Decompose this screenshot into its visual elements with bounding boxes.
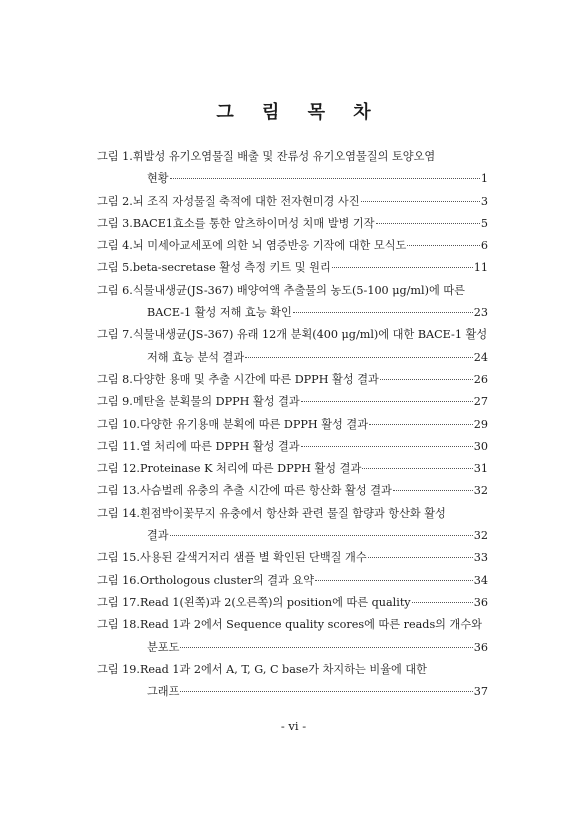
toc-entry-line: [97, 480, 488, 502]
toc-entry[interactable]: [97, 659, 488, 704]
dot-leader: [301, 401, 473, 402]
dot-leader: [332, 267, 473, 268]
figure-label: 그림 18.: [97, 618, 140, 632]
toc-entry-continuation: [97, 302, 488, 324]
toc-entry-line: [97, 570, 488, 592]
toc-entry-continuation: [97, 347, 488, 369]
figure-label: 그림 15.: [97, 551, 140, 565]
figure-caption: 식물내생균(JS-367) 유래 12개 분획(400 μg/ml)에 대한 BACE-1 활성: [132, 328, 488, 342]
toc-entry[interactable]: [97, 570, 488, 592]
figure-caption: 사슴벌레 유충의 추출 시간에 따른 항산화 활성 결과: [139, 484, 392, 498]
page-number: 5: [480, 216, 488, 230]
toc-entry-line: [97, 280, 488, 302]
figure-label: 그림 9.: [97, 395, 133, 409]
page-number: 23: [473, 306, 488, 320]
figure-caption: 뇌 조직 자성물질 축적에 대한 전자현미경 사진: [132, 194, 360, 208]
toc-entry-continuation: [97, 637, 488, 659]
page-number: 36: [473, 640, 488, 654]
toc-entry[interactable]: [97, 614, 488, 659]
page-number: 11: [473, 261, 488, 275]
dot-leader: [180, 647, 472, 648]
figure-label: 그림 2.: [97, 194, 133, 208]
page-number: 36: [473, 595, 488, 609]
dot-leader: [362, 468, 472, 469]
toc-entry[interactable]: [97, 280, 488, 325]
figure-label: 그림 19.: [97, 662, 140, 676]
toc-entry-line: [97, 592, 488, 614]
figure-caption: 분포도: [147, 640, 180, 654]
toc-entry[interactable]: [97, 391, 488, 413]
toc-entry-line: [97, 503, 488, 525]
toc-entry-continuation: [97, 168, 488, 190]
figure-label: 그림 17.: [97, 595, 140, 609]
page-number: 32: [473, 529, 488, 543]
figure-caption: 열 처리에 따른 DPPH 활성 결과: [139, 439, 300, 453]
figure-label: 그림 7.: [97, 328, 133, 342]
toc-entry[interactable]: [97, 191, 488, 213]
figure-caption: Read 1과 2에서 Sequence quality scores에 따른 reads의 개수와: [139, 618, 482, 632]
dot-leader: [361, 201, 480, 202]
dot-leader: [369, 424, 473, 425]
dot-leader: [170, 535, 473, 536]
toc-entry[interactable]: [97, 503, 488, 548]
page-number: 3: [480, 194, 488, 208]
figure-caption: Orthologous cluster의 결과 요약: [139, 573, 315, 587]
figure-label: 그림 13.: [97, 484, 140, 498]
toc-entry[interactable]: [97, 592, 488, 614]
toc-entry-line: [97, 369, 488, 391]
toc-entry-line: [97, 414, 488, 436]
figure-caption: 사용된 갈색거저리 샘플 별 확인된 단백질 개수: [139, 551, 367, 565]
toc-entry-line: [97, 213, 488, 235]
dot-leader: [412, 602, 473, 603]
page-number: 31: [473, 462, 488, 476]
toc-entry[interactable]: [97, 436, 488, 458]
toc-entry-line: [97, 659, 488, 681]
page-number: 27: [473, 395, 488, 409]
figure-caption: 그래프: [147, 685, 180, 699]
page-number: 33: [473, 551, 488, 565]
toc-entry[interactable]: [97, 414, 488, 436]
figure-table-of-contents: [97, 146, 488, 703]
figure-label: 그림 10.: [97, 417, 140, 431]
page-number: 26: [473, 372, 488, 386]
toc-entry-line: [97, 324, 488, 346]
figure-caption: 흰점박이꽃무지 유충에서 항산화 관련 물질 함량과 항산화 활성: [139, 506, 446, 520]
figure-caption: BACE-1 활성 저해 효능 확인: [147, 306, 292, 320]
figure-caption: 다양한 유기용매 분획에 따른 DPPH 활성 결과: [139, 417, 369, 431]
figure-caption: Read 1(왼쪽)과 2(오른쪽)의 position에 따른 quality: [139, 595, 411, 609]
figure-caption: 휘발성 유기오염물질 배출 및 잔류성 유기오염물질의 토양오염: [132, 150, 436, 163]
dot-leader: [293, 312, 473, 313]
toc-entry[interactable]: [97, 146, 488, 191]
figure-label: 그림 8.: [97, 372, 133, 386]
dot-leader: [376, 223, 480, 224]
toc-entry-line: [97, 257, 488, 279]
figure-label: 그림 3.: [97, 216, 133, 230]
figure-label: 그림 11.: [97, 439, 140, 453]
toc-entry-continuation: [97, 525, 488, 547]
toc-entry[interactable]: [97, 480, 488, 502]
page-number-footer: - vi -: [280, 719, 307, 733]
dot-leader: [180, 691, 472, 692]
figure-caption: Read 1과 2에서 A, T, G, C base가 차지하는 비율에 대한: [139, 662, 427, 676]
figure-label: 그림 1.: [97, 150, 133, 163]
page-title: 그 림 목 차: [216, 102, 382, 123]
figure-caption: Proteinase K 처리에 따른 DPPH 활성 결과: [139, 462, 362, 476]
toc-entry-line: [97, 458, 488, 480]
figure-caption: 결과: [147, 529, 169, 543]
page-number: 1: [480, 172, 488, 186]
toc-entry[interactable]: [97, 324, 488, 369]
toc-entry-line: [97, 614, 488, 636]
figure-label: 그림 16.: [97, 573, 140, 587]
toc-entry[interactable]: [97, 547, 488, 569]
page-number: 32: [473, 484, 488, 498]
figure-label: 그림 14.: [97, 506, 140, 520]
toc-entry[interactable]: [97, 458, 488, 480]
dot-leader: [380, 379, 473, 380]
toc-entry-line: [97, 146, 488, 168]
toc-entry[interactable]: [97, 369, 488, 391]
figure-caption: beta-secretase 활성 측정 키트 및 원리: [132, 261, 331, 275]
dot-leader: [393, 490, 473, 491]
figure-label: 그림 12.: [97, 462, 140, 476]
toc-entry[interactable]: [97, 213, 488, 235]
dot-leader: [315, 580, 473, 581]
figure-label: 그림 6.: [97, 283, 133, 297]
figure-label: 그림 4.: [97, 239, 133, 253]
figure-caption: 저해 효능 분석 결과: [147, 350, 245, 364]
toc-entry[interactable]: [97, 235, 488, 257]
toc-entry-line: [97, 436, 488, 458]
dot-leader: [301, 446, 473, 447]
dot-leader: [170, 178, 480, 179]
figure-caption: 메탄올 분획물의 DPPH 활성 결과: [132, 395, 300, 409]
dot-leader: [368, 557, 473, 558]
figure-label: 그림 5.: [97, 261, 133, 275]
page-number: 30: [473, 439, 488, 453]
dot-leader: [407, 245, 480, 246]
toc-entry-continuation: [97, 681, 488, 703]
page-number: 34: [473, 573, 488, 587]
page-number: 37: [473, 685, 488, 699]
page-number: 24: [473, 350, 488, 364]
toc-entry-line: [97, 191, 488, 213]
toc-entry-line: [97, 235, 488, 257]
figure-caption: 다양한 용매 및 추출 시간에 따른 DPPH 활성 결과: [132, 372, 379, 386]
toc-entry-line: [97, 547, 488, 569]
figure-caption: 현황: [147, 172, 169, 186]
page-number: 6: [480, 239, 488, 253]
figure-caption: 식물내생균(JS-367) 배양여액 추출물의 농도(5-100 μg/ml)에 따른: [132, 283, 465, 297]
toc-entry[interactable]: [97, 257, 488, 279]
toc-entry-line: [97, 391, 488, 413]
figure-caption: BACE1효소를 통한 알츠하이머성 치매 발병 기작: [132, 216, 375, 230]
page-number: 29: [473, 417, 488, 431]
figure-caption: 뇌 미세아교세포에 의한 뇌 염증반응 기작에 대한 모식도: [132, 239, 407, 253]
dot-leader: [245, 357, 473, 358]
